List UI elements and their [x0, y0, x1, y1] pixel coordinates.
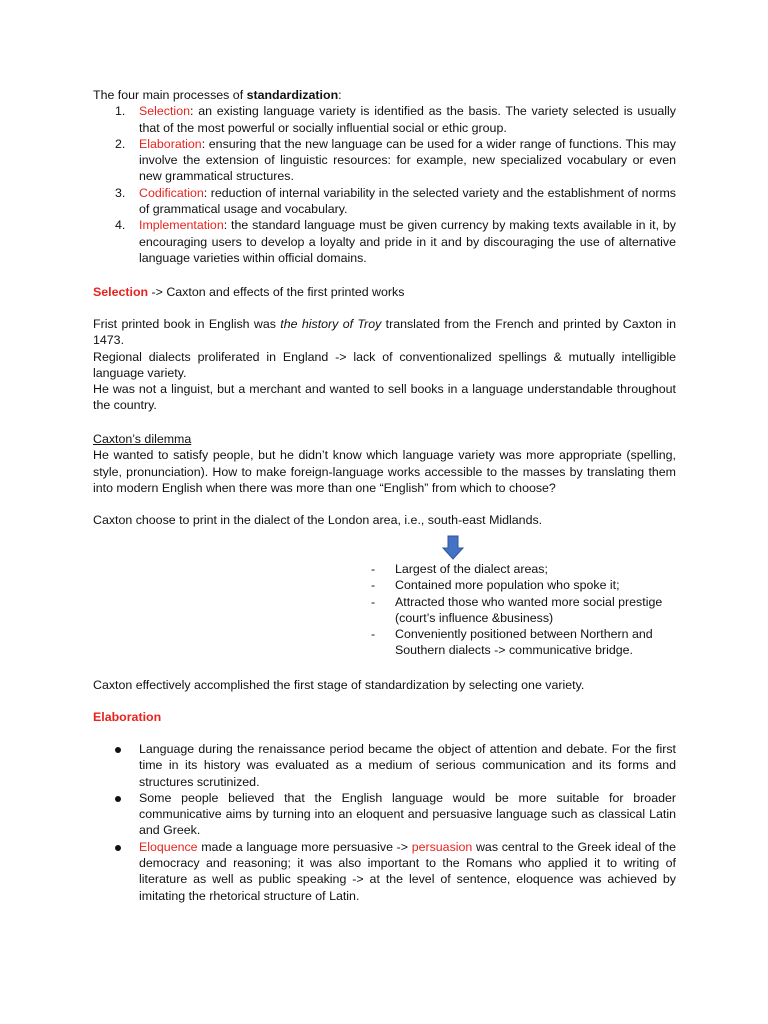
dilemma-text: He wanted to satisfy people, but he didn’t know which language variety was more appropriate (spelling, style, pronunciation). How to make foreign-language works accessible to the masses by translating them into modern English when there was more than one “English” from which to choose?: [93, 448, 676, 495]
paragraph-merchant: He was not a linguist, but a merchant and wanted to sell books in a language understandable throughout the country.: [93, 382, 676, 413]
list-item: - Contained more population who spoke it;: [371, 578, 620, 593]
caxton-conclusion: Caxton effectively accomplished the first stage of standardization by selecting one variety.: [93, 678, 585, 692]
elaboration-heading: Elaboration: [93, 710, 162, 724]
caxton-paragraphs: [93, 316, 676, 414]
list-item: Some people believed that the English language would be more suitable for broader communicative aims by turning into an eloquent and persuasive language such as classical Latin and Greek.: [113, 790, 676, 839]
list-item: - Conveniently positioned between Northern and Southern dialects -> communicative bridge.: [371, 627, 653, 658]
process-item-elaboration: 2. Elaboration: ensuring that the new language can be used for a wider range of functions. This may involve the extension of linguistic resources: for example, new specialized vocabulary or even new grammatical structures.: [115, 136, 676, 184]
processes-list: [93, 103, 676, 266]
list-item: - Largest of the dialect areas;: [371, 562, 548, 576]
intro-line: The four main processes of standardization:: [93, 88, 342, 102]
intro-bold-term: standardization: [246, 88, 339, 102]
elaboration-bullets: [113, 741, 676, 904]
selection-heading: Selection -> Caxton and effects of the first printed works: [93, 285, 405, 299]
bullet-icon: [115, 845, 121, 851]
process-item-implementation: 4. Implementation: the standard language must be given currency by making texts available in it, by encouraging users to develop a loyalty and pride in it and by discouraging the use of alternative language varieties within official domains.: [115, 218, 676, 265]
process-item-codification: 3. Codification: reduction of internal variability in the selected variety and the establishment of norms of grammatical usage and vocabulary.: [115, 185, 676, 217]
process-term: Implementation: [139, 218, 224, 233]
list-item: Eloquence made a language more persuasive -> persuasion was central to the Greek ideal of the democracy and reasoning; it was also important to the Romans who applied it to writing of literature as well as public speaking -> at the level of sentence, eloquence was achieved by imitating the rhetorical structure of Latin.: [113, 839, 676, 904]
paragraph-regional-dialects: Regional dialects proliferated in England -> lack of conventionalized spellings & mutually intelligible language variety.: [93, 349, 676, 380]
process-term: Codification: [139, 185, 204, 200]
reasons-list: [370, 561, 676, 659]
process-item-selection: 1. Selection: an existing language variety is identified as the basis. The variety selected is usually that of the most powerful or socially influential social or ethic group.: [115, 104, 676, 135]
bullet-icon: [115, 747, 121, 753]
bullet-icon: [115, 796, 121, 802]
process-term: Elaboration: [139, 136, 202, 151]
processes-section: [93, 87, 676, 266]
dilemma-heading: Caxton’s dilemma: [93, 432, 192, 446]
book-title: the history of Troy: [280, 317, 382, 331]
process-term: Selection: [139, 104, 190, 119]
paragraph-first-printed-book: Frist printed book in English was the history of Troy translated from the French and printed by Caxton in 1473.: [93, 317, 677, 348]
list-item: Language during the renaissance period became the object of attention and debate. For the first time in its history was evaluated as a medium of serious communication and its forms and structures scrutinized.: [113, 741, 676, 790]
caxton-choice: Caxton choose to print in the dialect of the London area, i.e., south-east Midlands.: [93, 513, 543, 527]
down-arrow-icon: [442, 535, 464, 560]
dilemma-section: [93, 431, 676, 496]
list-item: - Attracted those who wanted more social prestige (court’s influence &business): [371, 594, 663, 625]
